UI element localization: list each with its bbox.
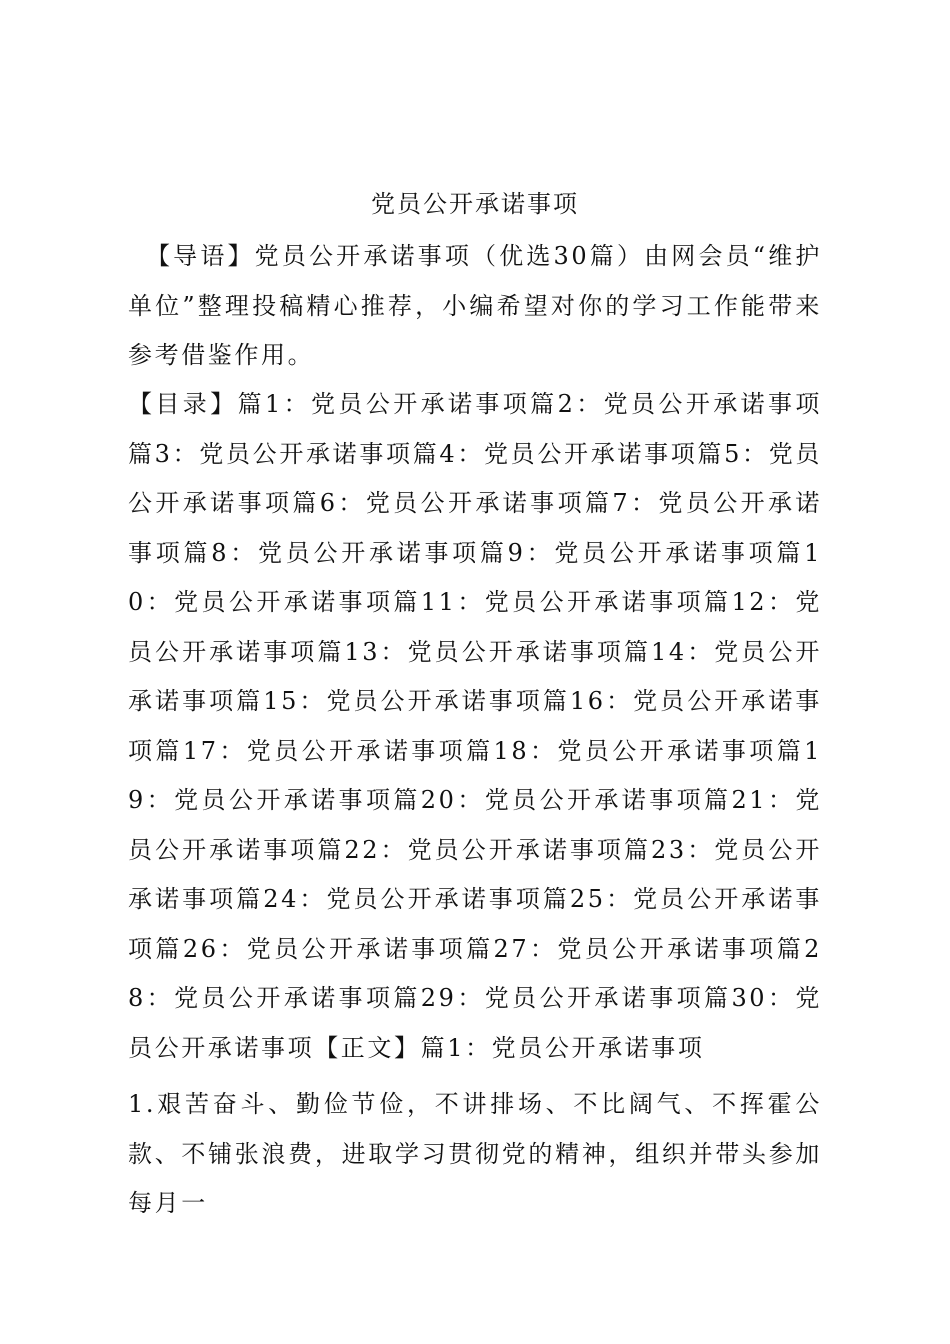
document-title: 党员公开承诺事项 bbox=[371, 190, 579, 218]
table-of-contents: 【目录】篇1：党员公开承诺事项篇2：党员公开承诺事项篇3：党员公开承诺事项篇4：党员公开承诺事项篇5：党员公开承诺事项篇6：党员公开承诺事项篇7：党员公开承诺事项篇8：党员公开承诺事项篇9：党员公开承诺事项篇10：党员公开承诺事项篇11：党员公开承诺事项篇12：党员公开承诺事项篇13：党员公开承诺事项篇14：党员公开承诺事项篇15：党员公开承诺事项篇16：党员公开承诺事项篇17：党员公开承诺事项篇18：党员公开承诺事项篇19：党员公开承诺事项篇20：党员公开承诺事项篇21：党员公开承诺事项篇22：党员公开承诺事项篇23：党员公开承诺事项篇24：党员公开承诺事项篇25：党员公开承诺事项篇26：党员公开承诺事项篇27：党员公开承诺事项篇28：党员公开承诺事项篇29：党员公开承诺事项篇30：党员公开承诺事项【正文】篇1：党员公开承诺事项 bbox=[128, 390, 822, 1062]
body-item-1: 1.艰苦奋斗、勤俭节俭，不讲排场、不比阔气、不挥霍公款、不铺张浪费，进取学习贯彻党的精神，组织并带头参加每月一 bbox=[128, 1090, 822, 1217]
intro-paragraph: 【导语】党员公开承诺事项（优选30篇）由网会员“维护单位”整理投稿精心推荐，小编希望对你的学习工作能带来参考借鉴作用。 bbox=[128, 242, 822, 369]
